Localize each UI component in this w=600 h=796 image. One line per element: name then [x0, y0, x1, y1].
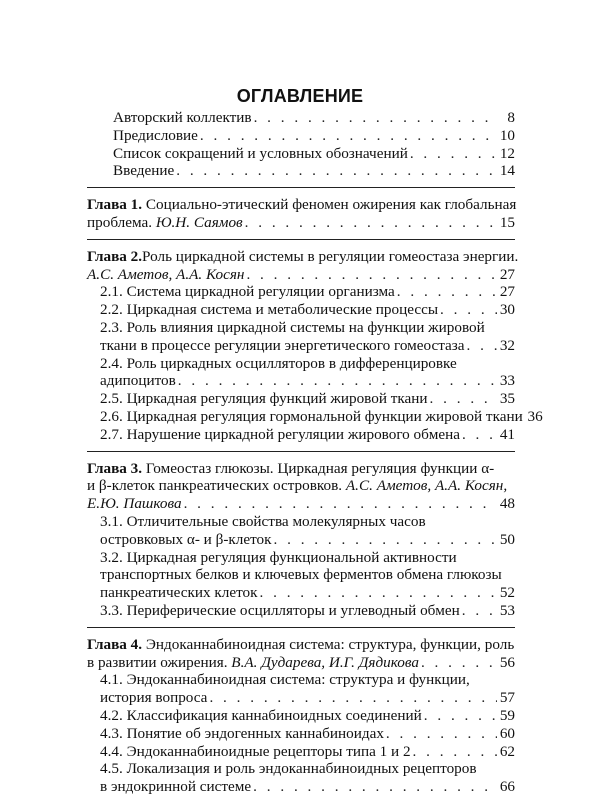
toc-page-number: 14 [499, 162, 515, 180]
toc-section-4-5-line1[interactable] [87, 760, 515, 778]
toc-entry-text: 2.3. Роль влияния циркадной системы на функции жировой [100, 318, 485, 336]
toc-entry-text: Список сокращений и условных обозначений [113, 144, 408, 162]
toc-entry-authors[interactable] [87, 109, 515, 127]
toc-section-2-7[interactable] [87, 426, 515, 444]
toc-page-number: 56 [499, 653, 515, 671]
toc-section-2-1[interactable] [87, 283, 515, 301]
toc-page-number: 27 [499, 283, 515, 301]
chapter-authors: Ю.Н. Саямов [155, 213, 243, 231]
toc-leader-dots [386, 725, 497, 743]
chapter-authors: А.С. Аметов, А.А. Косян, [345, 477, 508, 495]
toc-entry-text: 2.1. Система циркадной регуляции организма [100, 283, 395, 301]
toc-section-3-2-line2[interactable] [87, 566, 515, 584]
toc-chapter-1-authors[interactable] [87, 214, 515, 232]
toc-page-number: 12 [499, 144, 515, 162]
toc-page-number: 33 [499, 372, 515, 390]
toc-leader-dots [260, 584, 497, 602]
chapter-title-text: и β-клеток панкреатических островков. [87, 477, 346, 495]
toc-chapter-3-title-line2[interactable] [87, 477, 515, 495]
toc-entry-text: 3.1. Отличительные свойства молекулярных часов [100, 512, 426, 530]
chapter-authors: Е.Ю. Пашкова [87, 495, 182, 513]
toc-section-2-3-line2[interactable] [87, 337, 515, 355]
toc-leader-dots [410, 145, 497, 163]
toc-section-2-2[interactable] [87, 301, 515, 319]
chapter-authors: А.С. Аметов, А.А. Косян [87, 265, 245, 283]
chapter-label: Глава 2. [87, 247, 143, 265]
toc-entry-text: 3.2. Циркадная регуляция функциональной активности [100, 548, 457, 566]
toc-page-number: 66 [499, 778, 515, 796]
toc-leader-dots [440, 301, 497, 319]
toc-entry-text: в эндокринной системе [100, 778, 252, 796]
section-divider [87, 187, 515, 188]
toc-entry-text: 4.1. Эндоканнабиноидная система: структура и функции, [100, 671, 470, 689]
toc-entry-text [87, 654, 419, 672]
toc-leader-dots [413, 743, 497, 761]
toc-leader-dots [254, 109, 497, 127]
section-divider [87, 239, 515, 240]
toc-page-number: 41 [499, 425, 515, 443]
toc-entry-text: 2.5. Циркадная регуляция функций жировой ткани [100, 390, 428, 408]
section-divider [87, 451, 515, 452]
toc-section-2-6[interactable] [87, 407, 543, 426]
toc-entry-text: 2.2. Циркадная система и метаболические процессы [100, 301, 439, 319]
toc-entry-text: островковых α- и β-клеток [100, 530, 272, 548]
toc-chapter-3-authors[interactable] [87, 495, 515, 513]
toc-section-3-1-line1[interactable] [87, 513, 515, 531]
toc-section-2-4-line1[interactable] [87, 355, 515, 373]
toc-entry-text: 4.2. Классификация каннабиноидных соединений [100, 706, 422, 724]
chapter-label: Глава 4. [87, 635, 143, 653]
chapter-title-text: Роль циркадной системы в регуляции гомеостаза энергии. [142, 247, 519, 265]
toc-leader-dots [397, 283, 497, 301]
chapter-label: Глава 3. [87, 459, 143, 477]
toc-entry-text: 3.3. Периферические осцилляторы и углеводный обмен [100, 601, 460, 619]
toc-entry-text: история вопроса [100, 689, 208, 707]
toc-entry-text: ткани в процессе регуляции энергетического гомеостаза [100, 336, 465, 354]
toc-page-number: 35 [499, 390, 515, 408]
toc-entry-text: 4.3. Понятие об эндогенных каннабиноидах [100, 724, 384, 742]
toc-leader-dots [178, 372, 497, 390]
toc-chapter-4-title[interactable] [87, 636, 515, 654]
toc-section-4-1-line1[interactable] [87, 671, 515, 689]
toc-page-number: 10 [499, 126, 515, 144]
toc-leader-dots [184, 495, 497, 513]
toc-leader-dots [462, 602, 497, 620]
toc-entry-text: 4.5. Локализация и роль эндоканнабиноидных рецепторов [100, 760, 477, 778]
toc-leader-dots [421, 654, 497, 672]
toc-entry-text: 2.6. Циркадная регуляция гормональной функции жировой ткани [100, 407, 523, 425]
toc-chapter-1-title[interactable] [87, 196, 515, 214]
toc-leader-dots [176, 162, 497, 180]
toc-page-number: 36 [527, 407, 543, 425]
toc-page-number: 15 [499, 213, 515, 231]
toc-page-number: 50 [499, 530, 515, 548]
toc-entry-text: транспортных белков и ключевых ферментов обмена глюкозы [100, 566, 502, 584]
toc-entry-preface[interactable] [87, 127, 515, 145]
toc-section-4-4[interactable] [87, 743, 515, 761]
toc-entry-text: адипоцитов [100, 372, 176, 390]
chapter-title-text: проблема. [87, 213, 156, 231]
toc-leader-dots [245, 214, 497, 232]
toc-page-number: 52 [499, 584, 515, 602]
toc-page-number: 60 [499, 724, 515, 742]
chapter-title-text: в развитии ожирения. [87, 653, 232, 671]
toc-leader-dots [209, 689, 497, 707]
chapter-title-text: Социально-этический феномен ожирения как глобальная [142, 196, 517, 214]
toc-leader-dots [246, 266, 497, 284]
toc-entry-text: 4.4. Эндоканнабиноидные рецепторы типа 1 и 2 [100, 742, 411, 760]
toc-section-4-5-line2[interactable] [87, 778, 515, 796]
toc-leader-dots [253, 778, 497, 796]
toc-section-4-3[interactable] [87, 725, 515, 743]
toc-leader-dots [274, 531, 498, 549]
toc-entry-text: 2.4. Роль циркадных осцилляторов в дифференцировке [100, 354, 457, 372]
toc-chapter-3-title[interactable] [87, 460, 515, 478]
toc-page-number: 57 [499, 689, 515, 707]
toc-page-number: 27 [499, 265, 515, 283]
toc-section-2-4-line2[interactable] [87, 372, 515, 390]
toc-section-4-1-line2[interactable] [87, 689, 515, 707]
toc-page-number: 48 [499, 495, 515, 513]
toc-entry-abbreviations[interactable] [87, 145, 515, 163]
toc-leader-dots [424, 707, 497, 725]
toc-chapter-4-authors[interactable] [87, 654, 515, 672]
toc-leader-dots [200, 127, 497, 145]
toc-section-3-1-line2[interactable] [87, 531, 515, 549]
toc-section-4-2[interactable] [87, 707, 515, 725]
chapter-title-text: Эндоканнабиноидная система: структура, функции, роль [142, 635, 515, 653]
chapter-title-text: Гомеостаз глюкозы. Циркадная регуляция функции α- [142, 459, 495, 477]
toc-page-number: 8 [507, 109, 515, 126]
toc-entry-text: 2.7. Нарушение циркадной регуляции жирового обмена [100, 425, 460, 443]
toc-section-3-3[interactable] [87, 602, 515, 620]
toc-entry-text: панкреатических клеток [100, 584, 258, 602]
toc-entry-text [87, 214, 243, 232]
table-of-contents [87, 109, 543, 796]
toc-page-number: 59 [499, 706, 515, 724]
toc-section-3-2-line1[interactable] [87, 549, 515, 567]
toc-section-3-2-line3[interactable] [87, 584, 515, 602]
chapter-label: Глава 1. [87, 196, 143, 214]
toc-page-number: 30 [499, 301, 515, 319]
toc-leader-dots [467, 337, 497, 355]
toc-chapter-2-authors[interactable] [87, 266, 515, 284]
toc-entry-text: Введение [113, 162, 175, 180]
chapter-authors: В.А. Дударева, И.Г. Дядикова [231, 653, 419, 671]
toc-section-2-5[interactable] [87, 390, 515, 408]
toc-page-number: 53 [499, 601, 515, 619]
toc-entry-text: Авторский коллектив [113, 109, 252, 126]
toc-page-number: 32 [499, 336, 515, 354]
toc-page-number: 62 [499, 742, 515, 760]
toc-chapter-2-title[interactable] [87, 247, 519, 266]
page-title: ОГЛАВЛЕНИЕ [236, 86, 364, 106]
section-divider [87, 627, 515, 628]
toc-entry-text: Предисловие [113, 126, 198, 144]
toc-leader-dots [430, 390, 497, 408]
toc-leader-dots [462, 426, 497, 444]
toc-entry-introduction[interactable] [87, 162, 515, 180]
toc-section-2-3-line1[interactable] [87, 319, 515, 337]
